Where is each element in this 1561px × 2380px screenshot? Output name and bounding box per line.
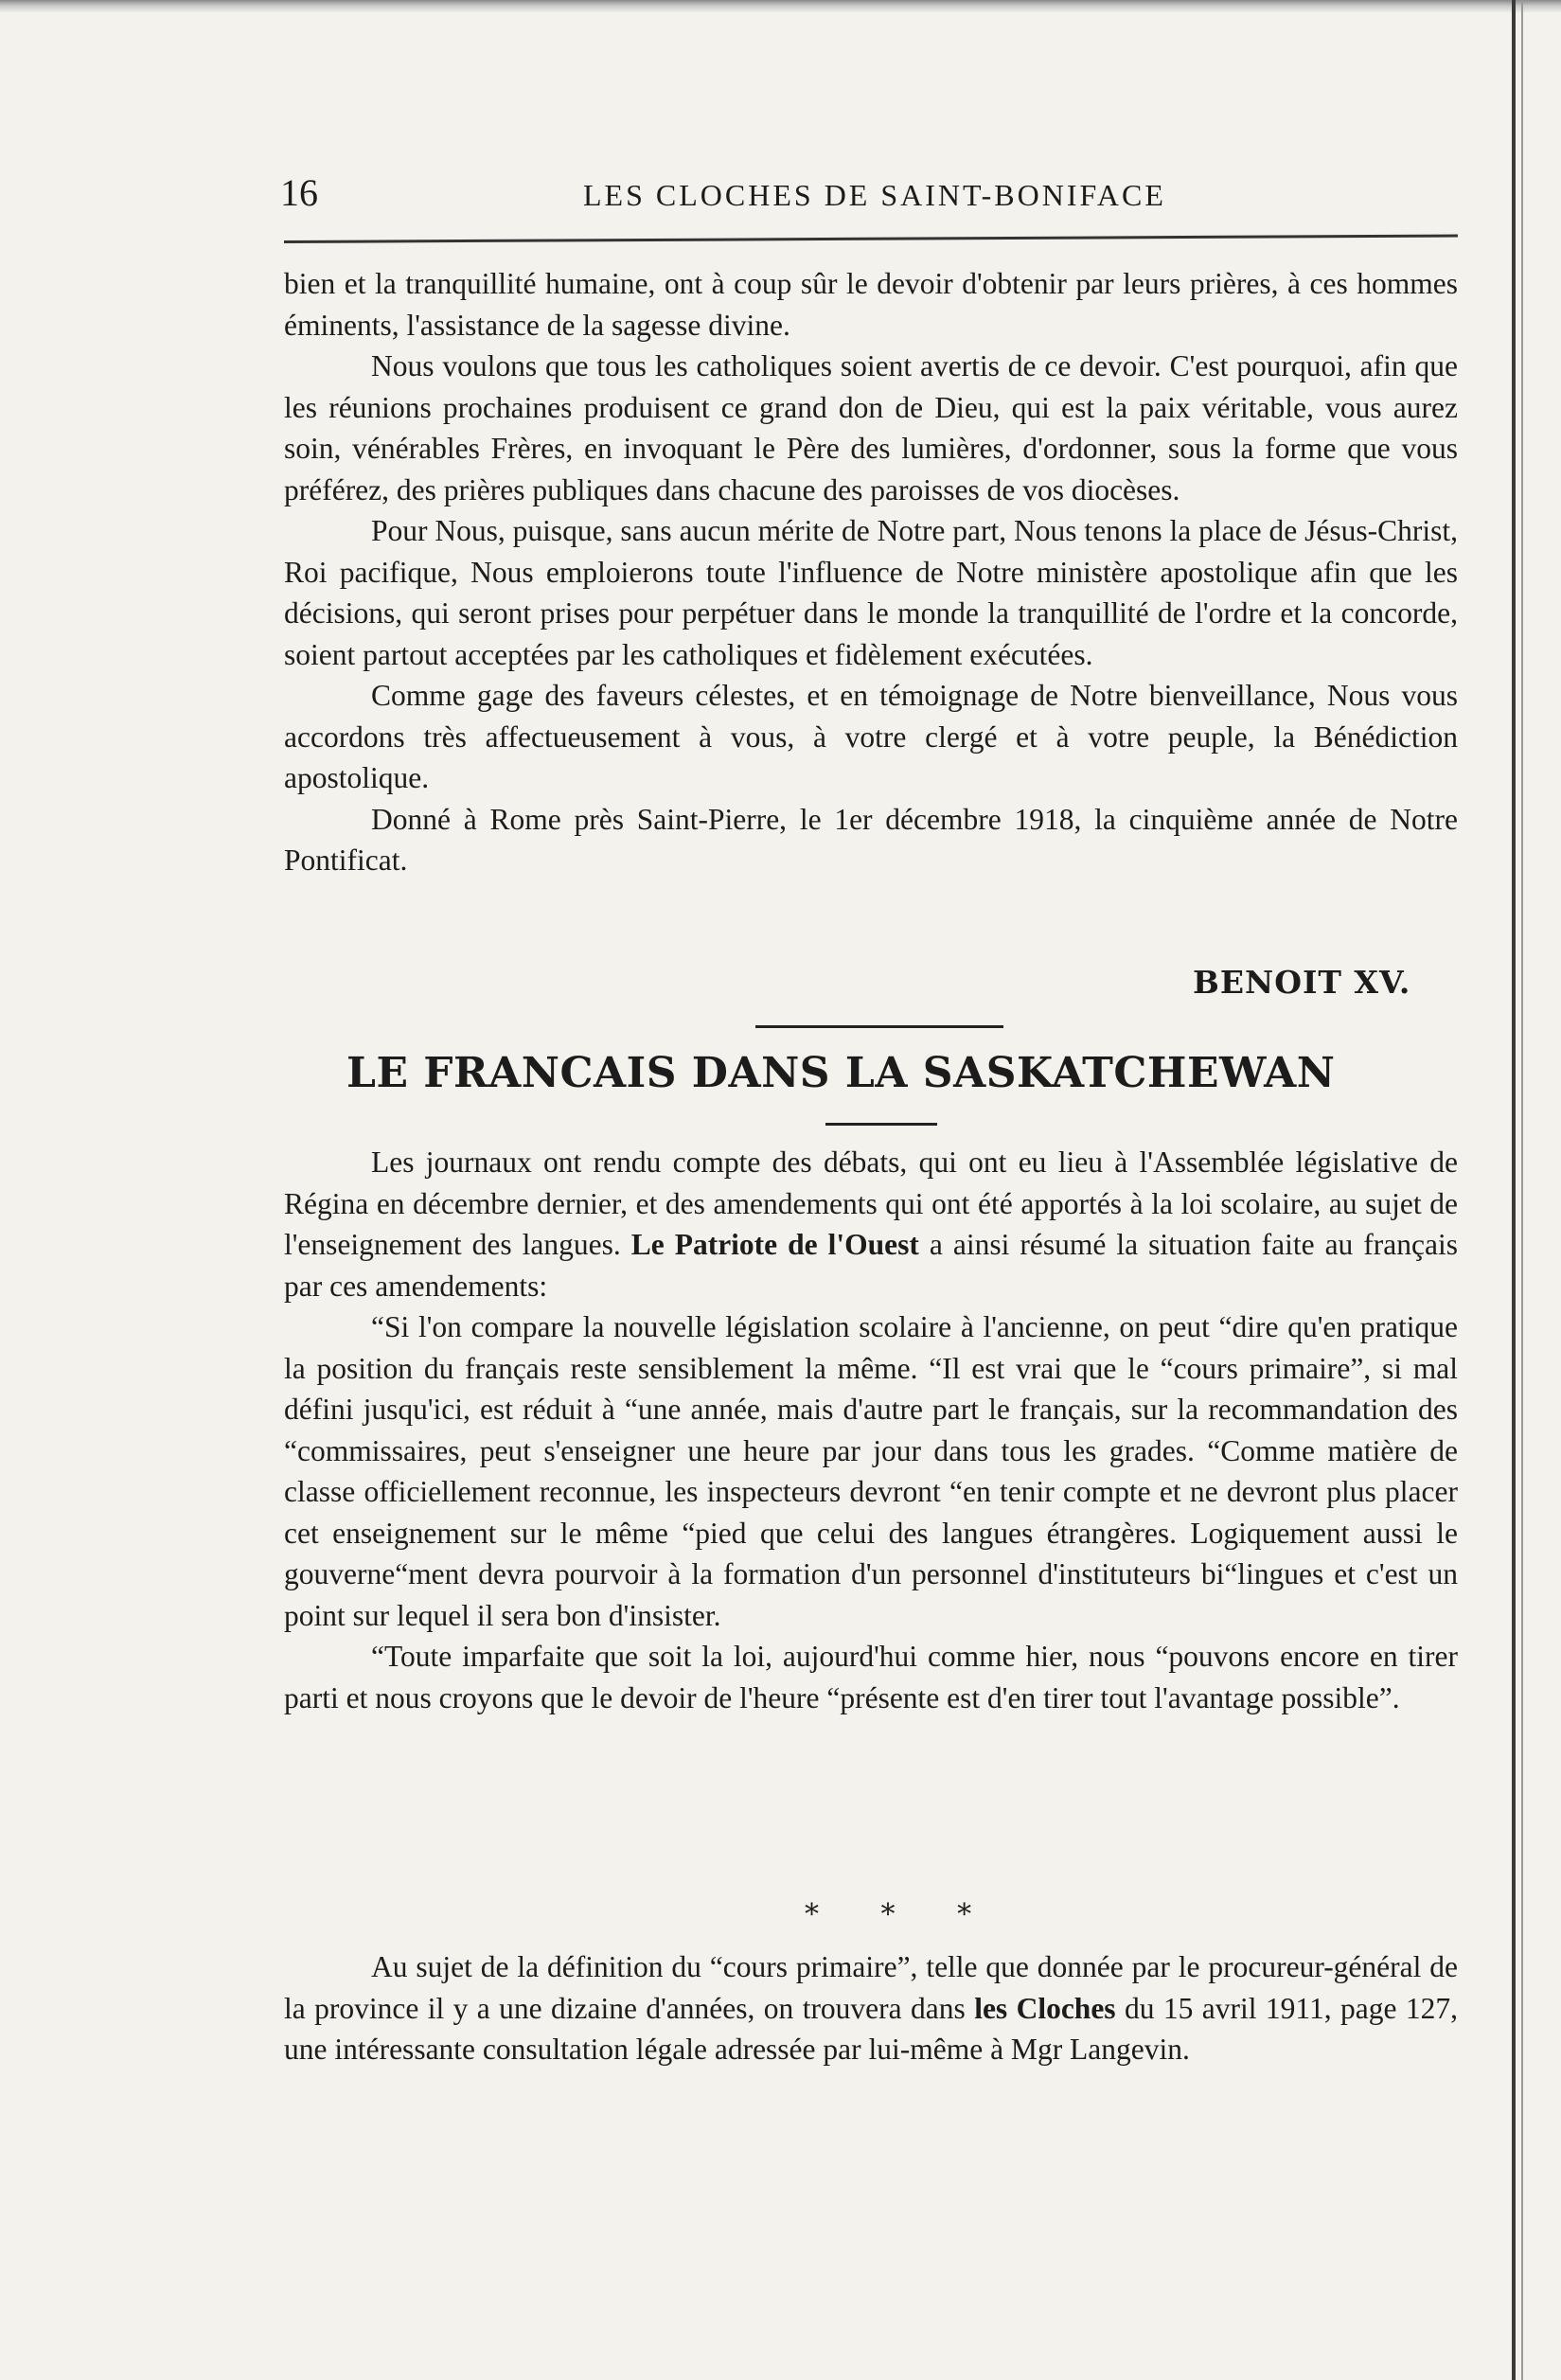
letter-paragraph-2: Nous voulons que tous les catholiques soient avertis de ce devoir. C'est pourquoi, afin que les réunions prochaines produisent ce grand don de Dieu, qui est la paix véritable, vous aurez soin, vénérables Frères, en invoquant le Père des lumières, d'ordonner, sous la forme que vous préférez, des prières publiques dans chacune des paroisses de vos diocèses. <box>284 349 1458 506</box>
article-title: LE FRANCAIS DANS LA SASKATCHEWAN <box>346 1049 1336 1097</box>
title-underline <box>825 1123 937 1126</box>
newspaper-name: Le Patriote de l'Ouest <box>630 1228 919 1261</box>
page-number: 16 <box>280 171 318 214</box>
quote-paragraph-1: “Si l'on compare la nouvelle législation scolaire à l'ancienne, on peut “dire qu'en pratique la position du français reste sensiblement la même. “Il est vrai que le “cours primaire”, si mal défini jusqu'ici, est réduit à “une année, mais d'autre part le français, sur la recommandation des “commissaires, peut s'enseigner une heure par jour dans tous les grades. “Comme matière de classe officiellement reconnue, les inspecteurs devront “en tenir compte et ne devront plus placer cet enseignement sur le même “pied que celui des langues étrangères. Logiquement aussi le gouverne“ment devra pourvoir à la formation d'un personnel d'instituteurs bi“lingues et c'est un point sur lequel il sera bon d'insister. <box>284 1310 1458 1632</box>
letter-paragraph-3: Pour Nous, puisque, sans aucun mérite de Notre part, Nous tenons la place de Jésus-Christ, Roi pacifique, Nous emploierons toute l'influence de Notre ministère apostolique afin que les décisions, qui seront prises pour perpétuer dans le monde la tranquillité de l'ordre et la concorde, soient partout acceptées par les catholiques et fidèlement exécutées. <box>284 514 1458 671</box>
letter-paragraph-5: Donné à Rome près Saint-Pierre, le 1er décembre 1918, la cinquième année de Notre Pontificat. <box>284 802 1458 877</box>
scan-edge-right <box>1512 0 1516 2380</box>
letter-paragraph-4: Comme gage des faveurs célestes, et en témoignage de Notre bienveillance, Nous vous accordons très affectueusement à vous, à votre clergé et à votre peuple, la Bénédiction apostolique. <box>284 679 1458 794</box>
closing-text-before: Au sujet de la définition du “cours primaire”, telle que donnée par le procureur-général de la province il y a une dizaine d'années, on trouvera dans <box>284 1950 1458 2025</box>
signature: BENOIT XV. <box>1193 964 1411 1001</box>
article-intro <box>284 1142 1458 1306</box>
running-title: LES CLOCHES DE SAINT-BONIFACE <box>583 178 1166 212</box>
asterisk-separator: * * * <box>805 1898 999 1931</box>
journal-name: les Cloches <box>974 1991 1116 2025</box>
scan-edge-top <box>0 0 1561 13</box>
section-separator <box>755 1025 1003 1028</box>
letter-paragraph-1: bien et la tranquillité humaine, ont à coup sûr le devoir d'obtenir par leurs prières, à ces hommes éminents, l'assistance de la sagesse divine. <box>284 267 1458 342</box>
closing-text <box>284 1946 1458 2070</box>
quote-paragraph-2: “Toute imparfaite que soit la loi, aujourd'hui comme hier, nous “pouvons encore en tirer parti et nous croyons que le devoir de l'heure “présente est d'en tirer tout l'avantage possible”. <box>284 1640 1458 1714</box>
closing-paragraph <box>284 1946 1458 2070</box>
letter-text <box>284 263 1458 881</box>
article-text <box>284 1142 1458 1718</box>
scan-edge-right-shadow <box>1521 0 1523 2380</box>
header-rule <box>284 235 1458 243</box>
intro-text-after: a ainsi résumé la situation faite au français par ces amendements: <box>284 1228 1458 1303</box>
intro-text-before: Les journaux ont rendu compte des débats, qui ont eu lieu à l'Assemblée législative de Régina en décembre dernier, et des amendements qui ont été apportés à la loi scolaire, au sujet de l'enseignement des langues. <box>284 1146 1458 1261</box>
closing-text-after: du 15 avril 1911, page 127, une intéressante consultation légale adressée par lui-même à Mgr Langevin. <box>284 1991 1458 2066</box>
